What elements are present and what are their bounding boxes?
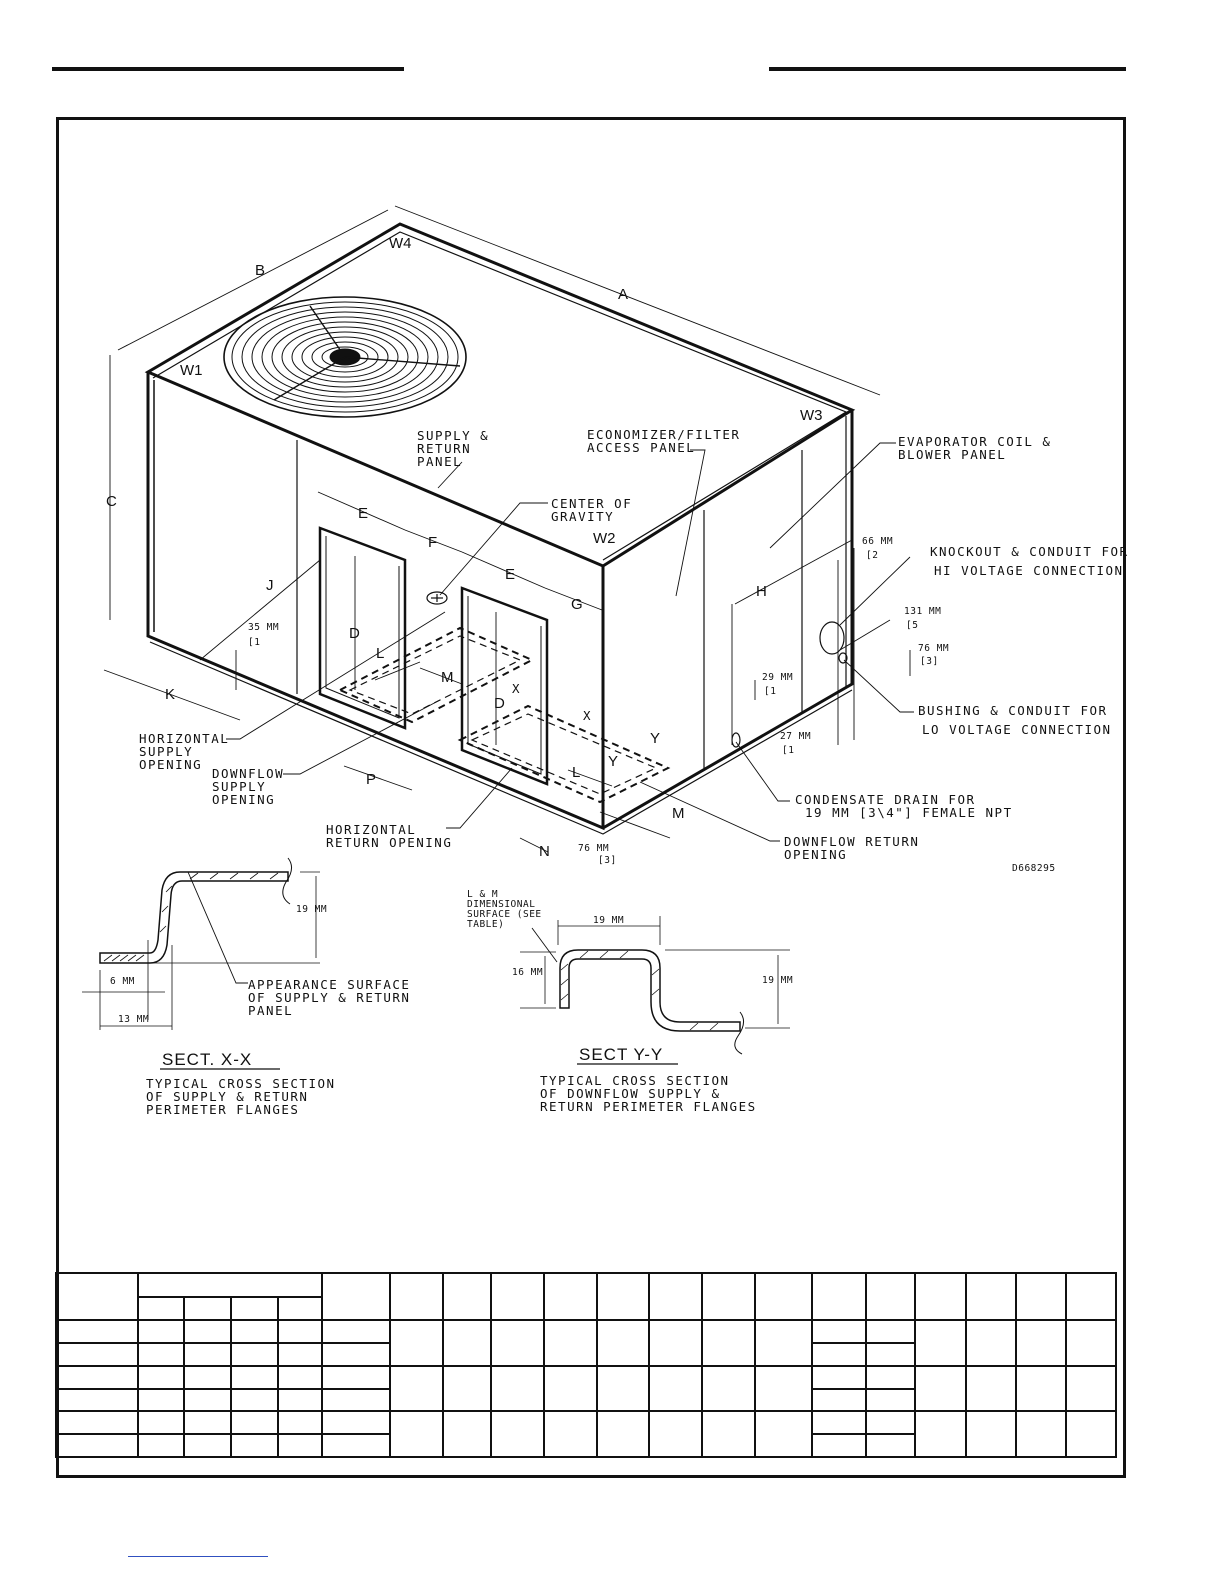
supply-return-panel-label: SUPPLY & RETURN PANEL <box>417 428 490 469</box>
sect-xx-dim-19: 19 MM <box>296 904 328 915</box>
sect-yy-title: SECT Y-Y <box>579 1045 664 1064</box>
sect-yy-caption: TYPICAL CROSS SECTION OF DOWNFLOW SUPPLY & RETURN PERIMETER FLANGES <box>540 1073 757 1114</box>
dim-66mm: 66 MM <box>862 536 894 547</box>
sect-yy-callout: L & M DIMENSIONAL SURFACE (SEE TABLE) <box>467 889 542 930</box>
dim-76mm-a: 76 MM <box>918 643 950 654</box>
dim-29in: [1 <box>764 686 777 697</box>
dimension-table <box>56 1273 1116 1457</box>
condensate-drain-label: CONDENSATE DRAIN FOR 19 MM [3\4"] FEMALE NPT <box>795 792 1013 820</box>
dim-label-d1: D <box>349 625 360 642</box>
dim-label-b: B <box>255 262 266 279</box>
downflow-return-label: DOWNFLOW RETURN OPENING <box>784 834 920 862</box>
weight-point-w4: W4 <box>389 235 412 252</box>
dim-131in: [5 <box>906 620 919 631</box>
dim-35in: [1 <box>248 637 261 648</box>
center-of-gravity-label: CENTER OF GRAVITY <box>551 496 633 524</box>
horizontal-supply-label: HORIZONTAL SUPPLY OPENING <box>139 731 230 772</box>
dim-label-j: J <box>266 577 274 594</box>
section-xx-detail <box>82 858 420 1117</box>
dim-label-l2: L <box>572 764 581 781</box>
evaporator-panel-label: EVAPORATOR COIL & BLOWER PANEL <box>898 434 1052 462</box>
dim-76mm-b: 76 MM <box>578 843 610 854</box>
knockout-hi-voltage-label: KNOCKOUT & CONDUIT FOR HI VOLTAGE CONNECTION <box>930 544 1129 578</box>
horizontal-return-label: HORIZONTAL RETURN OPENING <box>326 822 453 850</box>
bushing-lo-voltage-label: BUSHING & CONDUIT FOR LO VOLTAGE CONNECTION <box>918 703 1112 737</box>
weight-point-w3: W3 <box>800 407 823 424</box>
dim-label-m1: M <box>441 669 454 686</box>
section-mark-x1: X <box>512 681 522 696</box>
dim-76in-a: [3] <box>920 656 939 667</box>
unit-body <box>148 224 852 834</box>
dim-27mm: 27 MM <box>780 731 812 742</box>
section-yy-detail <box>467 889 793 1114</box>
dim-76in-b: [3] <box>598 855 617 866</box>
dim-label-e1: E <box>358 505 369 522</box>
conduit-knockouts <box>732 622 847 747</box>
sect-xx-title: SECT. X-X <box>162 1050 253 1069</box>
drawing-number: D668295 <box>1012 863 1056 874</box>
dim-66in: [2 <box>866 550 879 561</box>
sect-yy-dim-19-right: 19 MM <box>762 975 794 986</box>
dim-131mm: 131 MM <box>904 606 942 617</box>
dim-label-p: P <box>366 771 377 788</box>
sect-xx-callout: APPEARANCE SURFACE OF SUPPLY & RETURN PANEL <box>248 977 411 1018</box>
dim-35mm: 35 MM <box>248 622 280 633</box>
weight-point-w1: W1 <box>180 362 203 379</box>
economizer-panel-label: ECONOMIZER/FILTER ACCESS PANEL <box>587 427 741 455</box>
dim-27in: [1 <box>782 745 795 756</box>
dim-label-k: K <box>165 686 176 703</box>
dim-label-n: N <box>539 843 550 860</box>
footer-link-underline[interactable] <box>128 1556 268 1557</box>
downflow-supply-label: DOWNFLOW SUPPLY OPENING <box>212 766 285 807</box>
dim-label-d2: D <box>494 695 505 712</box>
dim-label-g: G <box>571 596 583 613</box>
center-of-gravity-marker <box>427 592 447 604</box>
section-mark-x2: X <box>583 708 593 723</box>
sect-xx-caption: TYPICAL CROSS SECTION OF SUPPLY & RETURN PERIMETER FLANGES <box>146 1076 336 1117</box>
section-mark-y2: Y <box>608 753 619 770</box>
sect-xx-dim-6: 6 MM <box>110 976 135 987</box>
sect-xx-dim-13: 13 MM <box>118 1014 150 1025</box>
dim-label-h: H <box>756 583 767 600</box>
dim-label-f: F <box>428 534 438 551</box>
dim-label-e2: E <box>505 566 516 583</box>
dim-label-a: A <box>618 286 629 303</box>
dim-label-c: C <box>106 493 117 510</box>
dim-29mm: 29 MM <box>762 672 794 683</box>
weight-point-w2: W2 <box>593 530 616 547</box>
section-mark-y1: Y <box>650 730 661 747</box>
dim-label-m2: M <box>672 805 685 822</box>
sect-yy-dim-16: 16 MM <box>512 967 544 978</box>
condenser-fan-grille <box>224 297 466 417</box>
sect-yy-dim-19-top: 19 MM <box>593 915 625 926</box>
dim-label-l1: L <box>376 645 385 662</box>
